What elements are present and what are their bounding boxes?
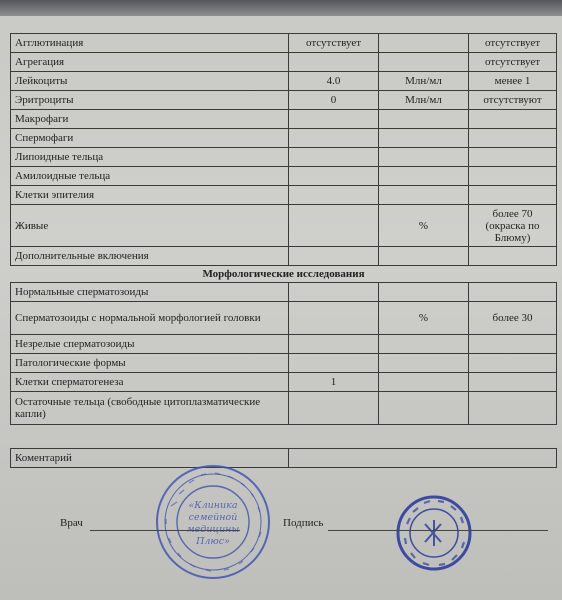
row-value [289, 392, 379, 425]
row-unit [379, 283, 469, 302]
table-row [11, 186, 557, 205]
row-name: Незрелые сперматозоиды [11, 335, 289, 354]
row-reference [469, 148, 557, 167]
row-reference [469, 373, 557, 392]
row-value [289, 167, 379, 186]
row-reference [469, 335, 557, 354]
row-unit [379, 354, 469, 373]
signature-line [328, 530, 548, 531]
row-reference [469, 110, 557, 129]
row-reference: отсутствует [469, 53, 557, 72]
row-unit: % [379, 205, 469, 247]
clinic-stamp-line1: «Клиника [188, 500, 238, 511]
row-value [289, 186, 379, 205]
row-reference [469, 392, 557, 425]
row-value [289, 302, 379, 335]
row-reference [469, 129, 557, 148]
table-row [11, 283, 557, 302]
row-name: Макрофаги [11, 110, 289, 129]
row-name: Дополнительные включения [11, 247, 289, 266]
results-top-body [11, 34, 557, 266]
row-value [289, 110, 379, 129]
section-title: Морфологические исследования [11, 266, 557, 283]
row-value [289, 283, 379, 302]
row-value [289, 129, 379, 148]
row-name: Клетки сперматогенеза [11, 373, 289, 392]
table-row [11, 205, 557, 247]
clinic-stamp-line4: Плюс» [196, 536, 230, 547]
row-unit [379, 373, 469, 392]
table-row [11, 91, 557, 110]
row-reference: более 30 [469, 302, 557, 335]
row-name: Остаточные тельца (свободные цитоплазматические капли) [11, 392, 289, 425]
signature-label: Подпись [283, 517, 324, 529]
row-unit [379, 247, 469, 266]
row-value: отсутствует [289, 34, 379, 53]
row-name: Агглютинация [11, 34, 289, 53]
table-row [11, 354, 557, 373]
row-unit [379, 110, 469, 129]
row-value [289, 247, 379, 266]
row-unit: Млн/мл [379, 72, 469, 91]
row-name: Липоидные тельца [11, 148, 289, 167]
row-value [289, 148, 379, 167]
row-value: 0 [289, 91, 379, 110]
row-name: Амилоидные тельца [11, 167, 289, 186]
table-row [11, 34, 557, 53]
row-unit [379, 392, 469, 425]
row-name: Патологические формы [11, 354, 289, 373]
row-name: Спермофаги [11, 129, 289, 148]
row-value [289, 205, 379, 247]
signature-row [0, 515, 562, 545]
row-unit [379, 148, 469, 167]
results-morph-body [11, 283, 557, 425]
table-row [11, 335, 557, 354]
row-reference [469, 247, 557, 266]
table-row [11, 129, 557, 148]
row-value: 4.0 [289, 72, 379, 91]
clinic-stamp-line3: медицины [186, 524, 240, 535]
row-name: Клетки эпителия [11, 186, 289, 205]
clinic-stamp-line2: семейной [188, 512, 238, 523]
row-name: Агрегация [11, 53, 289, 72]
row-unit [379, 34, 469, 53]
row-unit [379, 53, 469, 72]
comment-table [10, 448, 557, 468]
row-value [289, 53, 379, 72]
comment-value [289, 449, 557, 468]
row-reference [469, 167, 557, 186]
results-table [10, 33, 557, 425]
row-unit [379, 186, 469, 205]
row-name: Сперматозоиды с нормальной морфологией головки [11, 302, 289, 335]
morphology-section [11, 266, 557, 283]
row-name: Лейкоциты [11, 72, 289, 91]
row-reference: более 70 (окраска по Блюму) [469, 205, 557, 247]
table-row [11, 392, 557, 425]
row-value [289, 335, 379, 354]
table-row [11, 373, 557, 392]
comment-label: Коментарий [11, 449, 289, 468]
doctor-label: Врач [60, 517, 83, 529]
row-unit: Млн/мл [379, 91, 469, 110]
row-unit: % [379, 302, 469, 335]
row-reference [469, 354, 557, 373]
row-reference [469, 186, 557, 205]
table-row [11, 72, 557, 91]
table-row [11, 53, 557, 72]
row-value [289, 354, 379, 373]
table-row [11, 167, 557, 186]
row-reference: отсутствуют [469, 91, 557, 110]
table-row [11, 302, 557, 335]
row-unit [379, 129, 469, 148]
row-name: Эритроциты [11, 91, 289, 110]
table-row [11, 110, 557, 129]
doctor-line [90, 530, 240, 531]
row-reference: отсутствует [469, 34, 557, 53]
row-unit [379, 167, 469, 186]
table-row [11, 148, 557, 167]
row-unit [379, 335, 469, 354]
row-name: Нормальные сперматозоиды [11, 283, 289, 302]
row-reference: менее 1 [469, 72, 557, 91]
row-value: 1 [289, 373, 379, 392]
page-top-shadow [0, 0, 562, 16]
table-row [11, 247, 557, 266]
row-reference [469, 283, 557, 302]
row-name: Живые [11, 205, 289, 247]
